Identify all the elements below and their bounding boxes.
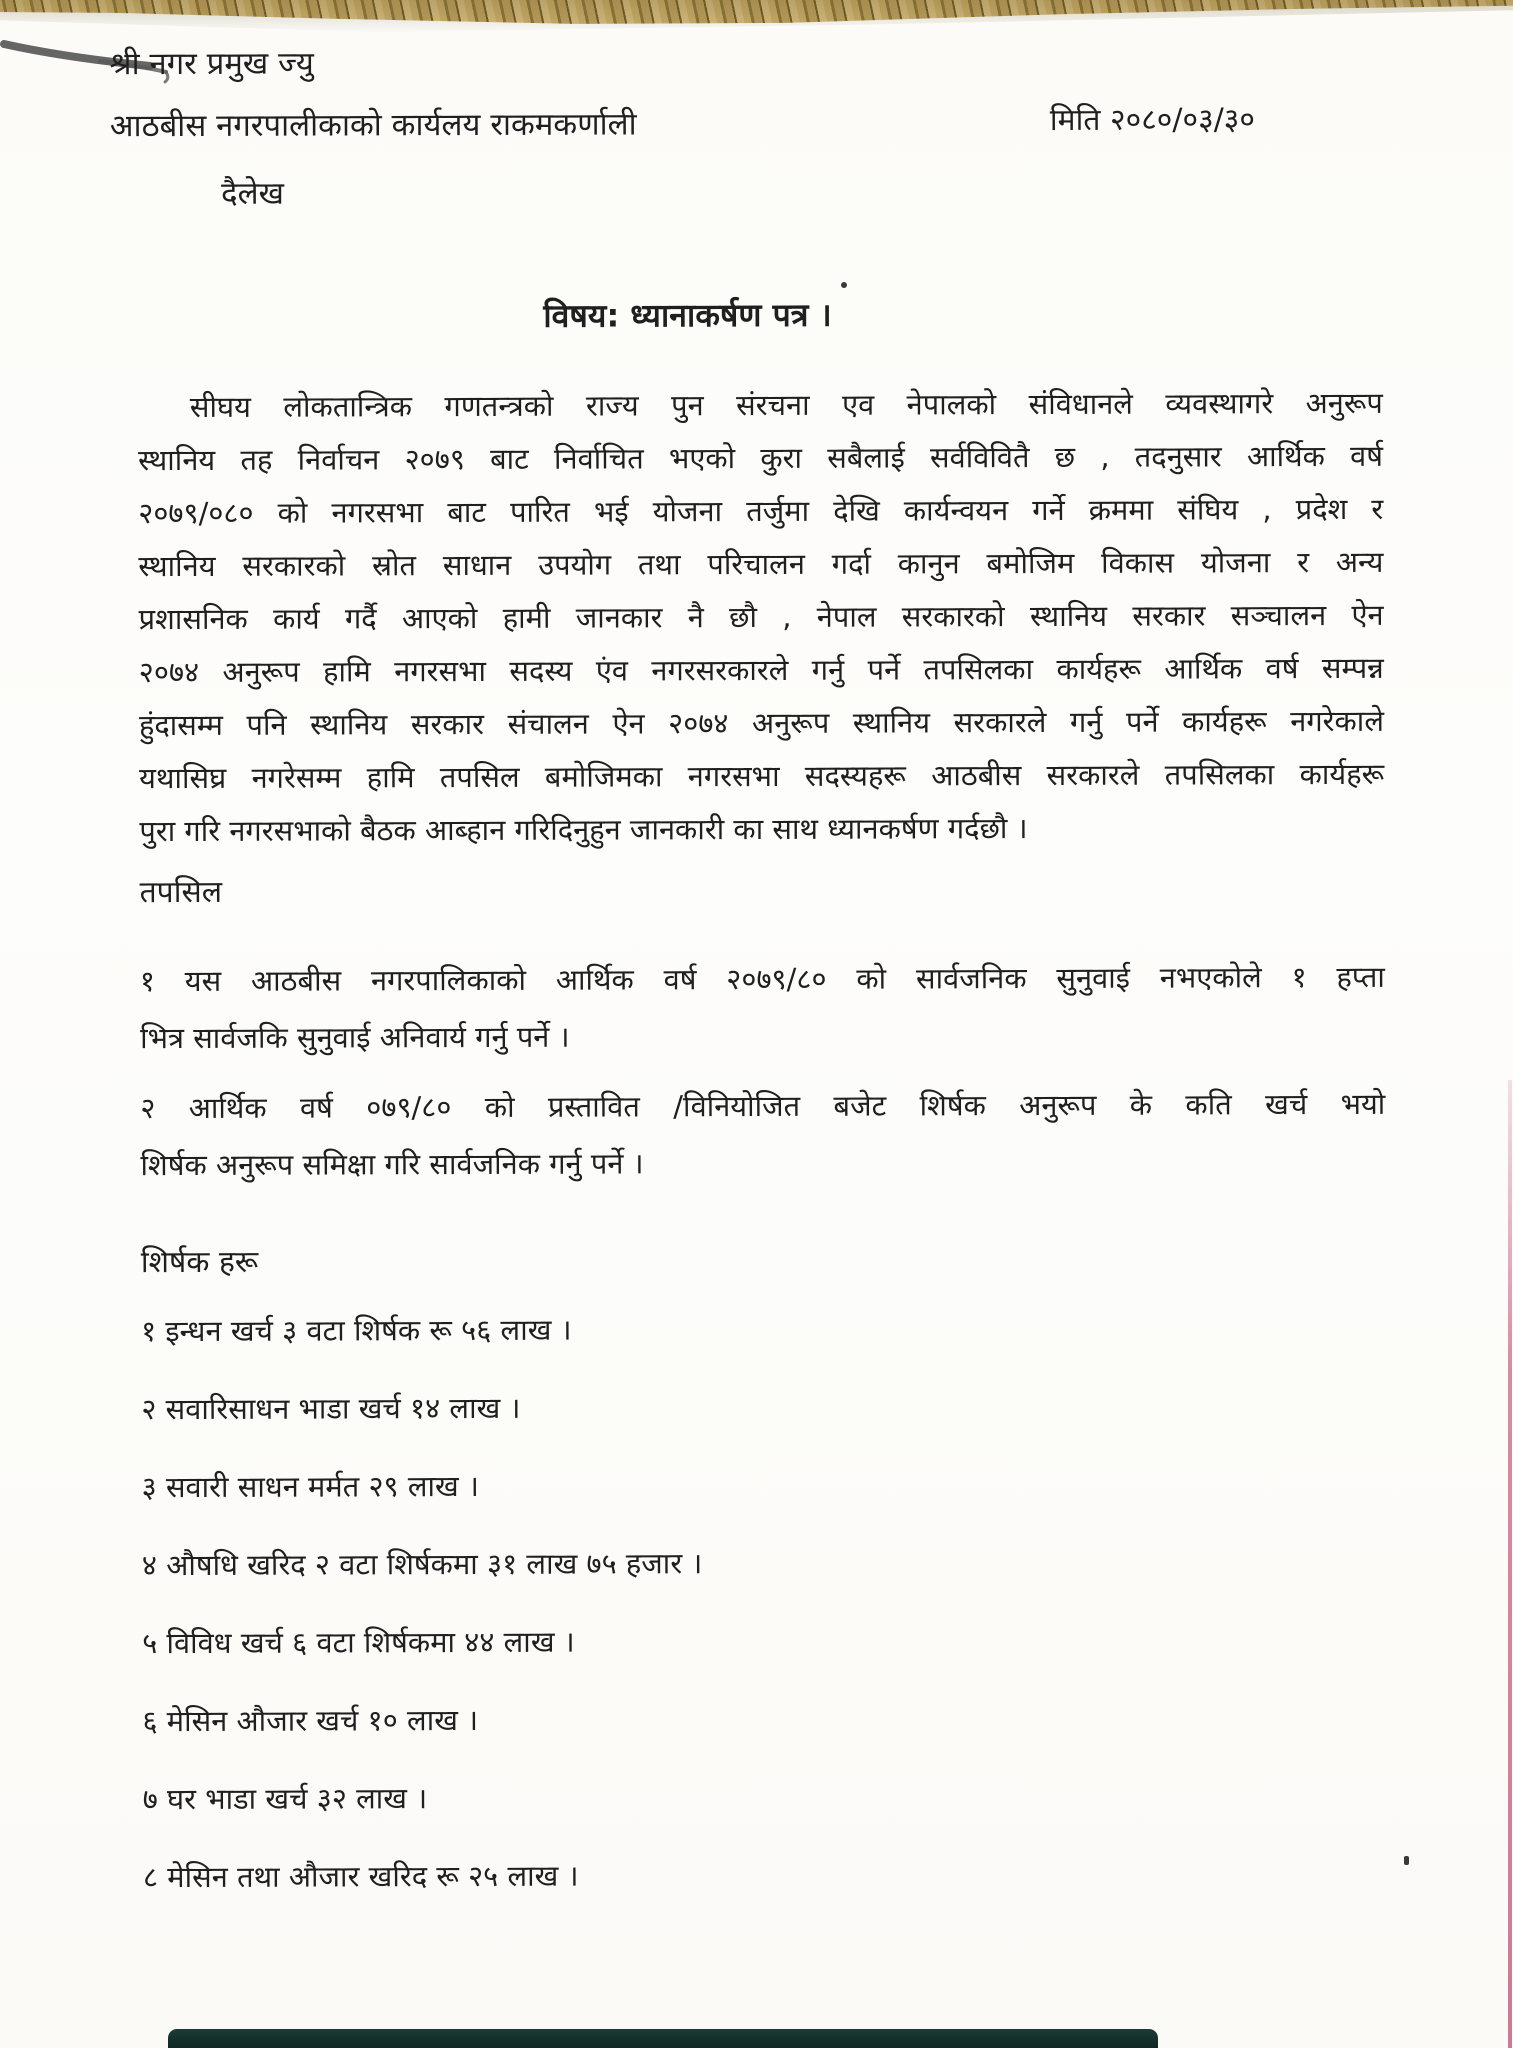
point-line: भित्र सार्वजकि सुनुवाई अनिवार्य गर्नु पर्ने । xyxy=(139,1019,570,1056)
tapasil-point-1 xyxy=(140,949,1385,1067)
point-line: २ आर्थिक वर्ष ०७९/८० को प्रस्तावित /विनियोजित बजेट शिर्षक अनुरूप के कति खर्च भयो xyxy=(140,1086,1386,1126)
body-line: प्रशासनिक कार्य गर्दै आएको हामी जानकार नै छौ , नेपाल सरकारको स्थानिय सरकार सञ्चालन ऐन xyxy=(138,597,1384,637)
body-line: स्थानिय तह निर्वाचन २०७९ बाट निर्वाचित भएको कुरा सबैलाई सर्वविवितै छ , तदनुसार आर्थिक वर्ष xyxy=(137,438,1384,478)
letter-date: मिति २०८०/०३/३० xyxy=(1049,102,1256,138)
body-paragraph xyxy=(138,377,1385,858)
point-line: १ यस आठबीस नगरपालिकाको आर्थिक वर्ष २०७९/८० को सार्वजनिक सुनुवाई नभएकोले १ हप्ता xyxy=(139,959,1385,999)
tapasil-heading: तपसिल xyxy=(139,874,223,911)
shirshak-items-list xyxy=(141,1288,1388,1916)
body-line: पुरा गरि नगरसभाको बैठक आब्हान गरिदिनुहुन जानकारी का साथ ध्यानकर्षण गर्दछौ । xyxy=(139,811,1028,849)
list-item: १ इन्धन खर्च ३ वटा शिर्षक रू ५६ लाख । xyxy=(141,1312,572,1349)
office-name-line: आठबीस नगरपालीकाको कार्यलय राकमकर्णाली xyxy=(109,106,637,145)
list-item: ५ विविध खर्च ६ वटा शिर्षकमा ४४ लाख । xyxy=(142,1624,575,1661)
body-line: सीघय लोकतान्त्रिक गणतन्त्रको राज्य पुन संरचना एव नेपालको संविधानले व्यवस्थागरे अनुरूप xyxy=(189,385,1383,424)
list-item: ३ सवारी साधन मर्मत २९ लाख । xyxy=(141,1468,479,1505)
body-line: स्थानिय सरकारको स्रोत साधान उपयोग तथा परिचालन गर्दा कानुन बमोजिम विकास योजना र अन्य xyxy=(138,544,1384,584)
list-item: ७ घर भाडा खर्च ३२ लाख । xyxy=(142,1781,428,1817)
list-item: ८ मेसिन तथा औजार खरिद रू २५ लाख । xyxy=(142,1858,579,1895)
list-item: ४ औषधि खरिद २ वटा शिर्षकमा ३१ लाख ७५ हजार । xyxy=(141,1546,703,1583)
district-line: दैलेख xyxy=(221,175,285,212)
list-item: २ सवारिसाधन भाडा खर्च १४ लाख । xyxy=(141,1390,521,1427)
tapasil-point-2 xyxy=(140,1076,1385,1194)
salutation-line: श्री नगर प्रमुख ज्यु xyxy=(109,45,314,83)
shirshak-heading: शिर्षक हरू xyxy=(140,1244,259,1281)
body-line: २०७९/०८० को नगरसभा बाट पारित भई योजना तर्जुमा देखि कार्यन्वयन गर्ने क्रममा संघिय , प्रदेश र xyxy=(138,491,1384,531)
point-line: शिर्षक अनुरूप समिक्षा गरि सार्वजनिक गर्नु पर्ने । xyxy=(140,1146,644,1183)
body-line: यथासिघ्र नगरेसम्म हामि तपसिल बमोजिमका नगरसभा सदस्यहरू आठबीस सरकारले तपसिलका कार्यहरू xyxy=(139,756,1385,796)
subject-line: विषय: ध्यानाकर्षण पत्र । xyxy=(543,295,832,335)
list-item: ६ मेसिन औजार खर्च १० लाख । xyxy=(142,1702,479,1739)
body-line: हुंदासम्म पनि स्थानिय सरकार संचालन ऐन २०७४ अनुरूप स्थानिय सरकारले गर्नु पर्ने कार्यहरू नगरेकाले xyxy=(138,703,1385,743)
body-line: २०७४ अनुरूप हामि नगरसभा सदस्य एंव नगरसरकारले गर्नु पर्ने तपसिलका कार्यहरू आर्थिक वर्ष सम्पन्न xyxy=(138,650,1384,690)
